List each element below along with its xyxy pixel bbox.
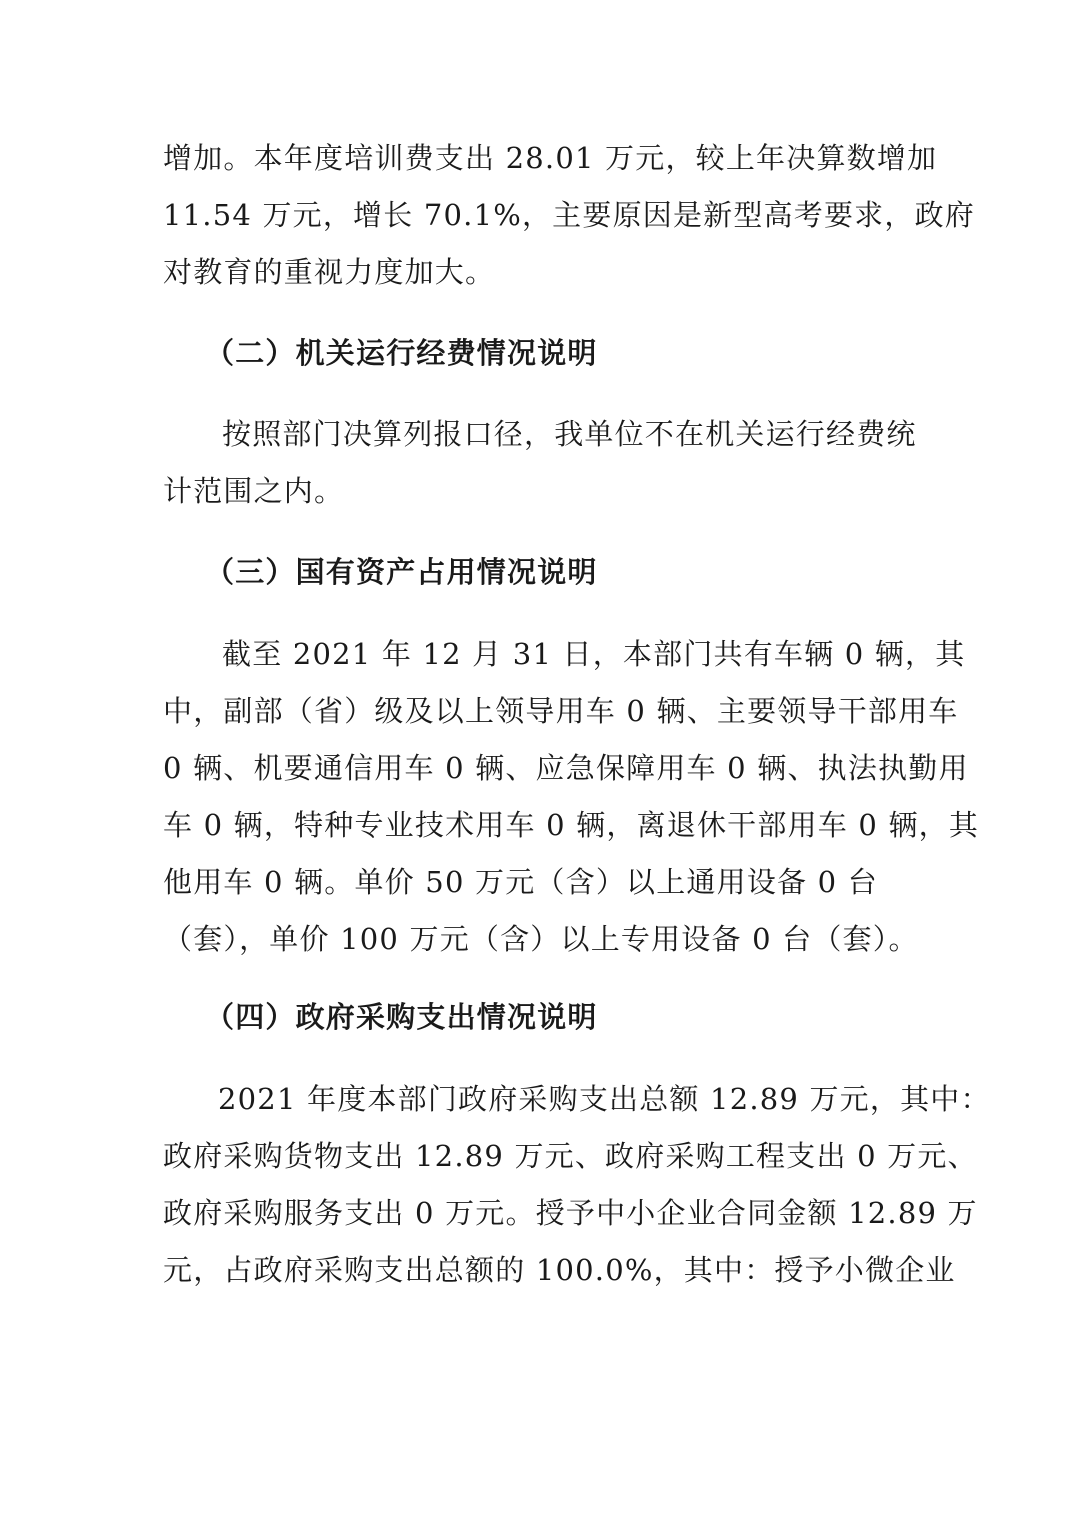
section-3-line-1: 截至 2021 年 12 月 31 日，本部门共有车辆 0 辆，其 [222,637,966,671]
section-2-line-2: 计范围之内。 [163,474,345,508]
section-4-line-1: 2021 年度本部门政府采购支出总额 12.89 万元，其中： [218,1082,991,1116]
section-3-line-5: 他用车 0 辆。单价 50 万元（含）以上通用设备 0 台 [163,865,878,899]
section-2-heading: （二）机关运行经费情况说明 [205,336,598,370]
section-3-heading: （三）国有资产占用情况说明 [205,555,598,589]
section-2-line-1: 按照部门决算列报口径，我单位不在机关运行经费统 [222,417,917,451]
section-4-line-4: 元，占政府采购支出总额的 100.0%，其中：授予小微企业 [163,1253,956,1287]
paragraph-1-line-2: 11.54 万元，增长 70.1%，主要原因是新型高考要求，政府 [163,198,975,232]
paragraph-1-line-1: 增加。本年度培训费支出 28.01 万元，较上年决算数增加 [163,141,938,175]
section-4-heading: （四）政府采购支出情况说明 [205,1000,598,1034]
section-4-line-3: 政府采购服务支出 0 万元。授予中小企业合同金额 12.89 万 [163,1196,978,1230]
section-4-line-2: 政府采购货物支出 12.89 万元、政府采购工程支出 0 万元、 [163,1139,978,1173]
section-3-line-6: （套），单价 100 万元（含）以上专用设备 0 台（套）。 [163,922,919,956]
section-3-line-3: 0 辆、机要通信用车 0 辆、应急保障用车 0 辆、执法执勤用 [163,751,969,785]
section-3-line-2: 中，副部（省）级及以上领导用车 0 辆、主要领导干部用车 [163,694,959,728]
section-3-line-4: 车 0 辆，特种专业技术用车 0 辆，离退休干部用车 0 辆，其 [163,808,980,842]
paragraph-1-line-3: 对教育的重视力度加大。 [163,255,496,289]
